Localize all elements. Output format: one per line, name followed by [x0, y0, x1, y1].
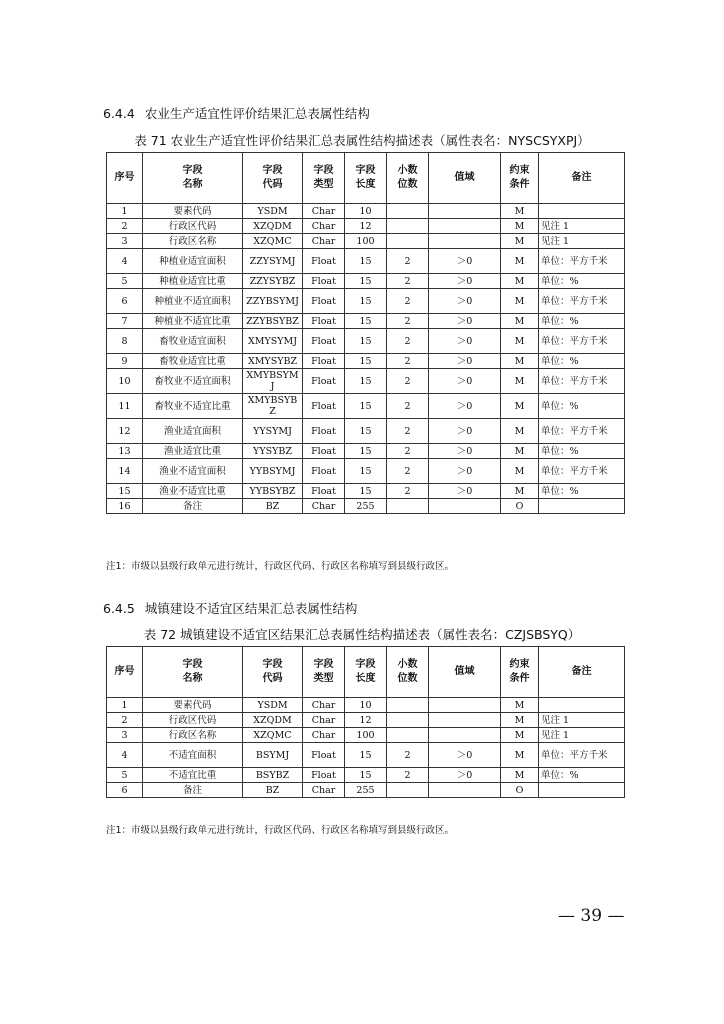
col-remark: 单位：%: [539, 274, 625, 289]
section-title: 农业生产适宜性评价结果汇总表属性结构: [144, 106, 370, 121]
col-field-name: 行政区代码: [143, 713, 243, 728]
col-field-type: Char: [303, 728, 345, 743]
col-field-type: Char: [303, 219, 345, 234]
col-range: ＞0: [429, 314, 501, 329]
col-field-length: 15: [345, 444, 387, 459]
col-remark: 见注 1: [539, 728, 625, 743]
col-range: ＞0: [429, 249, 501, 274]
col-field-code: XMYSYBZ: [243, 354, 303, 369]
col-field-name: 种植业不适宜比重: [143, 314, 243, 329]
table-71: [106, 152, 625, 514]
col-field-code: YYSYMJ: [243, 419, 303, 444]
col-field-length: 15: [345, 274, 387, 289]
col-field-name: 行政区名称: [143, 728, 243, 743]
col-constraint: M: [501, 698, 539, 713]
header-col-field-length: 字段 长度: [345, 647, 387, 698]
col-decimals: [387, 713, 429, 728]
col-remark: 单位：%: [539, 444, 625, 459]
col-constraint: M: [501, 354, 539, 369]
col-decimals: [387, 219, 429, 234]
col-field-length: 100: [345, 234, 387, 249]
col-field-name: 种植业不适宜面积: [143, 289, 243, 314]
section-heading-6-4-5: [103, 599, 357, 617]
col-field-type: Float: [303, 289, 345, 314]
col-field-name: 备注: [143, 783, 243, 798]
col-remark: 单位：平方千米: [539, 249, 625, 274]
col-field-code: YYBSYMJ: [243, 459, 303, 484]
col-field-code: XZQMC: [243, 234, 303, 249]
col-field-name: 渔业不适宜比重: [143, 484, 243, 499]
col-field-type: Float: [303, 743, 345, 768]
col-index: 1: [107, 204, 143, 219]
col-range: [429, 713, 501, 728]
col-constraint: M: [501, 314, 539, 329]
col-constraint: M: [501, 234, 539, 249]
header-col-index: 序号: [107, 647, 143, 698]
table-row: [107, 698, 625, 713]
col-field-code: BZ: [243, 783, 303, 798]
col-remark: 单位：%: [539, 354, 625, 369]
header-col-field-length: 字段 长度: [345, 153, 387, 204]
col-index: 5: [107, 274, 143, 289]
col-field-type: Float: [303, 768, 345, 783]
col-range: [429, 499, 501, 514]
table-row: [107, 743, 625, 768]
col-constraint: O: [501, 499, 539, 514]
col-remark: 单位：%: [539, 484, 625, 499]
header-col-field-type: 字段 类型: [303, 647, 345, 698]
table-row: [107, 484, 625, 499]
col-field-type: Char: [303, 499, 345, 514]
section-heading-6-4-4: [103, 104, 370, 122]
col-constraint: M: [501, 289, 539, 314]
col-remark: 单位：%: [539, 768, 625, 783]
col-field-type: Char: [303, 234, 345, 249]
col-constraint: M: [501, 329, 539, 354]
table-row: [107, 459, 625, 484]
col-range: ＞0: [429, 484, 501, 499]
col-decimals: [387, 204, 429, 219]
col-decimals: [387, 499, 429, 514]
col-field-type: Float: [303, 394, 345, 419]
col-index: 5: [107, 768, 143, 783]
header-col-decimals: 小数 位数: [387, 153, 429, 204]
col-constraint: M: [501, 274, 539, 289]
col-field-name: 渔业适宜比重: [143, 444, 243, 459]
table-row: [107, 354, 625, 369]
col-index: 4: [107, 743, 143, 768]
col-field-name: 渔业适宜面积: [143, 419, 243, 444]
page-number: — 39 —: [558, 906, 625, 926]
table-row: [107, 499, 625, 514]
col-remark: [539, 698, 625, 713]
col-field-length: 12: [345, 713, 387, 728]
col-range: [429, 783, 501, 798]
table-row: [107, 369, 625, 394]
header-col-constraint: 约束 条件: [501, 647, 539, 698]
col-range: [429, 698, 501, 713]
col-field-length: 15: [345, 289, 387, 314]
table-72: [106, 646, 625, 798]
col-range: ＞0: [429, 354, 501, 369]
table-row: [107, 728, 625, 743]
table-row: [107, 219, 625, 234]
col-field-code: ZZYSYMJ: [243, 249, 303, 274]
col-decimals: 2: [387, 444, 429, 459]
table-row: [107, 204, 625, 219]
col-index: 10: [107, 369, 143, 394]
col-remark: 单位：平方千米: [539, 289, 625, 314]
col-field-length: 255: [345, 783, 387, 798]
col-decimals: [387, 698, 429, 713]
col-field-name: 畜牧业适宜面积: [143, 329, 243, 354]
col-decimals: [387, 728, 429, 743]
col-decimals: 2: [387, 459, 429, 484]
col-remark: 见注 1: [539, 234, 625, 249]
header-col-field-code: 字段 代码: [243, 647, 303, 698]
col-range: ＞0: [429, 329, 501, 354]
col-field-length: 10: [345, 698, 387, 713]
col-constraint: M: [501, 728, 539, 743]
col-field-type: Char: [303, 204, 345, 219]
col-index: 13: [107, 444, 143, 459]
table-row: [107, 274, 625, 289]
col-field-code: ZZYBSYBZ: [243, 314, 303, 329]
col-field-code: XMYSYMJ: [243, 329, 303, 354]
col-field-length: 15: [345, 314, 387, 329]
col-index: 7: [107, 314, 143, 329]
col-constraint: M: [501, 249, 539, 274]
section-title: 城镇建设不适宜区结果汇总表属性结构: [144, 601, 358, 616]
col-field-code: YSDM: [243, 698, 303, 713]
col-index: 3: [107, 234, 143, 249]
col-remark: [539, 783, 625, 798]
col-decimals: 2: [387, 394, 429, 419]
col-remark: 单位：平方千米: [539, 419, 625, 444]
col-field-length: 10: [345, 204, 387, 219]
col-field-length: 15: [345, 249, 387, 274]
col-decimals: [387, 783, 429, 798]
table-body: [107, 204, 625, 514]
table-row: [107, 394, 625, 419]
col-range: [429, 234, 501, 249]
col-decimals: 2: [387, 768, 429, 783]
col-decimals: 2: [387, 354, 429, 369]
col-index: 16: [107, 499, 143, 514]
col-field-type: Float: [303, 419, 345, 444]
col-range: ＞0: [429, 459, 501, 484]
col-field-type: Float: [303, 444, 345, 459]
col-remark: 单位：平方千米: [539, 329, 625, 354]
col-field-code: ZZYSYBZ: [243, 274, 303, 289]
col-field-code: XMYBSYBZ: [243, 394, 303, 419]
col-remark: 单位：平方千米: [539, 743, 625, 768]
col-field-type: Char: [303, 783, 345, 798]
col-remark: 见注 1: [539, 219, 625, 234]
col-constraint: M: [501, 743, 539, 768]
header-col-index: 序号: [107, 153, 143, 204]
col-constraint: M: [501, 369, 539, 394]
col-range: ＞0: [429, 274, 501, 289]
col-constraint: M: [501, 768, 539, 783]
col-field-type: Float: [303, 354, 345, 369]
table-72-footnote: 注1：市级以县级行政单元进行统计，行政区代码、行政区名称填写到县级行政区。: [106, 825, 455, 836]
col-index: 3: [107, 728, 143, 743]
table-body: [107, 698, 625, 798]
col-index: 12: [107, 419, 143, 444]
col-range: ＞0: [429, 369, 501, 394]
col-field-name: 渔业不适宜面积: [143, 459, 243, 484]
col-field-type: Float: [303, 484, 345, 499]
col-decimals: [387, 234, 429, 249]
col-field-code: BZ: [243, 499, 303, 514]
col-field-code: BSYMJ: [243, 743, 303, 768]
col-field-name: 不适宜面积: [143, 743, 243, 768]
col-field-code: XMYBSYMJ: [243, 369, 303, 394]
col-remark: 单位：平方千米: [539, 369, 625, 394]
header-col-decimals: 小数 位数: [387, 647, 429, 698]
table-72-caption: 表 72 城镇建设不适宜区结果汇总表属性结构描述表（属性表名：CZJSBSYQ）: [143, 627, 581, 642]
header-col-field-name: 字段 名称: [143, 647, 243, 698]
table-row: [107, 419, 625, 444]
col-range: [429, 219, 501, 234]
col-constraint: M: [501, 394, 539, 419]
col-field-type: Float: [303, 369, 345, 394]
col-field-name: 行政区名称: [143, 234, 243, 249]
col-field-type: Char: [303, 698, 345, 713]
col-index: 8: [107, 329, 143, 354]
col-field-code: XZQDM: [243, 713, 303, 728]
col-field-length: 15: [345, 743, 387, 768]
col-field-length: 15: [345, 329, 387, 354]
col-field-type: Float: [303, 274, 345, 289]
col-decimals: 2: [387, 289, 429, 314]
col-constraint: M: [501, 484, 539, 499]
table-row: [107, 713, 625, 728]
table-row: [107, 329, 625, 354]
col-range: [429, 728, 501, 743]
col-field-code: BSYBZ: [243, 768, 303, 783]
col-range: ＞0: [429, 743, 501, 768]
col-constraint: M: [501, 444, 539, 459]
col-constraint: M: [501, 459, 539, 484]
col-range: [429, 204, 501, 219]
col-field-name: 要素代码: [143, 204, 243, 219]
col-index: 1: [107, 698, 143, 713]
col-remark: 单位：平方千米: [539, 459, 625, 484]
col-remark: 单位：%: [539, 394, 625, 419]
col-field-type: Float: [303, 329, 345, 354]
col-remark: 见注 1: [539, 713, 625, 728]
col-field-type: Float: [303, 459, 345, 484]
col-index: 15: [107, 484, 143, 499]
col-field-length: 15: [345, 484, 387, 499]
col-field-code: YYBSYBZ: [243, 484, 303, 499]
col-index: 4: [107, 249, 143, 274]
col-index: 6: [107, 289, 143, 314]
col-field-name: 种植业适宜面积: [143, 249, 243, 274]
col-field-length: 15: [345, 459, 387, 484]
table-row: [107, 314, 625, 329]
col-field-name: 备注: [143, 499, 243, 514]
col-field-type: Float: [303, 249, 345, 274]
col-decimals: 2: [387, 314, 429, 329]
col-decimals: 2: [387, 369, 429, 394]
col-field-name: 行政区代码: [143, 219, 243, 234]
section-number: 6.4.5: [103, 601, 135, 616]
col-field-code: XZQMC: [243, 728, 303, 743]
col-index: 11: [107, 394, 143, 419]
col-index: 6: [107, 783, 143, 798]
col-decimals: 2: [387, 249, 429, 274]
col-field-code: YSDM: [243, 204, 303, 219]
col-decimals: 2: [387, 274, 429, 289]
col-decimals: 2: [387, 329, 429, 354]
col-range: ＞0: [429, 768, 501, 783]
col-range: ＞0: [429, 289, 501, 314]
col-constraint: M: [501, 419, 539, 444]
header-col-remark: 备注: [539, 153, 625, 204]
header-col-field-code: 字段 代码: [243, 153, 303, 204]
col-field-name: 畜牧业适宜比重: [143, 354, 243, 369]
section-number: 6.4.4: [103, 106, 135, 121]
col-field-length: 255: [345, 499, 387, 514]
col-constraint: M: [501, 713, 539, 728]
col-field-name: 要素代码: [143, 698, 243, 713]
col-field-length: 12: [345, 219, 387, 234]
col-decimals: 2: [387, 484, 429, 499]
col-field-code: YYSYBZ: [243, 444, 303, 459]
col-remark: [539, 204, 625, 219]
col-remark: 单位：%: [539, 314, 625, 329]
col-field-name: 种植业适宜比重: [143, 274, 243, 289]
col-field-type: Char: [303, 713, 345, 728]
header-col-field-name: 字段 名称: [143, 153, 243, 204]
col-constraint: M: [501, 204, 539, 219]
col-remark: [539, 499, 625, 514]
col-field-length: 15: [345, 768, 387, 783]
col-field-name: 畜牧业不适宜比重: [143, 394, 243, 419]
col-index: 2: [107, 713, 143, 728]
table-71-caption: 表 71 农业生产适宜性评价结果汇总表属性结构描述表（属性表名：NYSCSYXPJ）: [134, 133, 590, 148]
col-field-name: 不适宜比重: [143, 768, 243, 783]
col-field-length: 15: [345, 369, 387, 394]
col-index: 2: [107, 219, 143, 234]
col-field-type: Float: [303, 314, 345, 329]
col-range: ＞0: [429, 419, 501, 444]
col-field-length: 15: [345, 419, 387, 444]
col-field-code: ZZYBSYMJ: [243, 289, 303, 314]
col-decimals: 2: [387, 743, 429, 768]
col-constraint: M: [501, 219, 539, 234]
table-header: [107, 647, 625, 698]
table-row: [107, 249, 625, 274]
col-field-code: XZQDM: [243, 219, 303, 234]
table-row: [107, 783, 625, 798]
header-col-field-type: 字段 类型: [303, 153, 345, 204]
col-index: 9: [107, 354, 143, 369]
header-col-constraint: 约束 条件: [501, 153, 539, 204]
table-row: [107, 444, 625, 459]
header-col-remark: 备注: [539, 647, 625, 698]
table-header: [107, 153, 625, 204]
table-row: [107, 234, 625, 249]
col-field-name: 畜牧业不适宜面积: [143, 369, 243, 394]
col-field-length: 100: [345, 728, 387, 743]
col-constraint: O: [501, 783, 539, 798]
header-col-range: 值域: [429, 153, 501, 204]
col-range: ＞0: [429, 444, 501, 459]
header-col-range: 值域: [429, 647, 501, 698]
col-index: 14: [107, 459, 143, 484]
table-row: [107, 768, 625, 783]
col-range: ＞0: [429, 394, 501, 419]
col-field-length: 15: [345, 354, 387, 369]
col-decimals: 2: [387, 419, 429, 444]
table-row: [107, 289, 625, 314]
col-field-length: 15: [345, 394, 387, 419]
table-71-footnote: 注1：市级以县级行政单元进行统计，行政区代码、行政区名称填写到县级行政区。: [106, 561, 455, 572]
